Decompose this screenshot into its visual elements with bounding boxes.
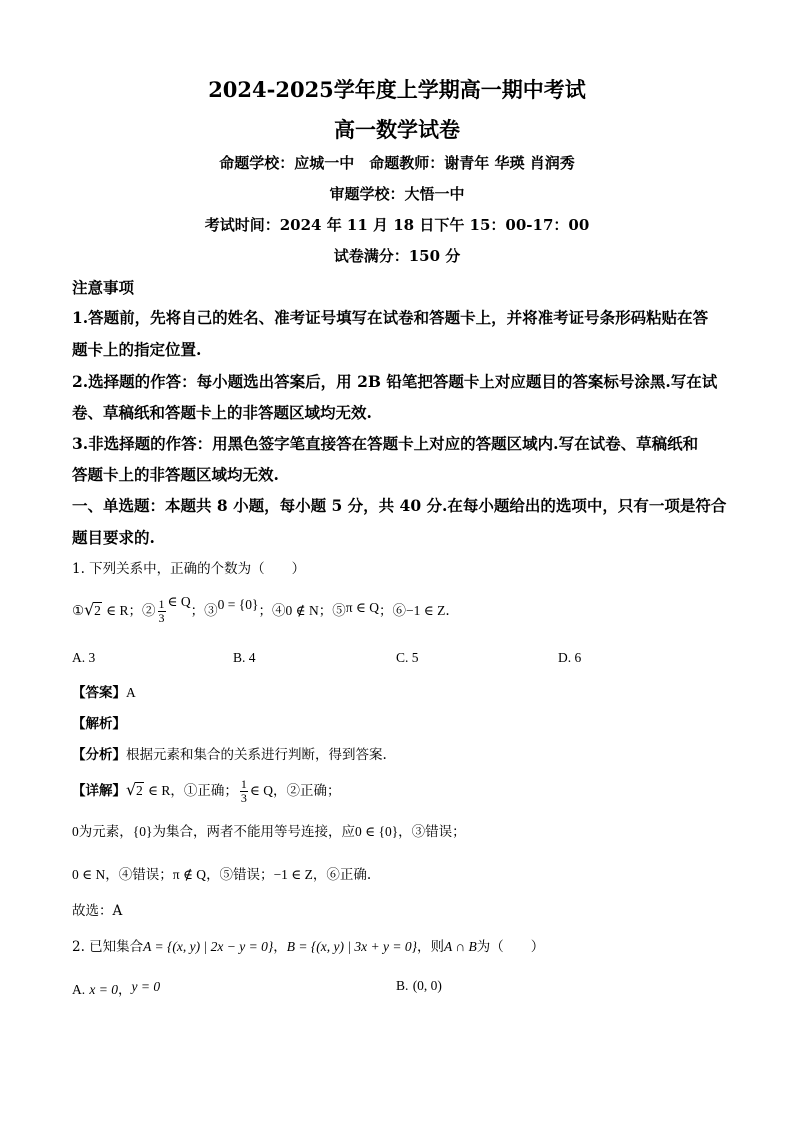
sqrt-two-detail: √ 2 — [126, 780, 143, 799]
q1-sep5: ；⑥ — [379, 603, 407, 619]
notice-item1-line1: 1.答题前，先将自己的姓名、准考证号填写在试卷和答题卡上，并将准考证号条形码粘贴在答 — [72, 308, 709, 327]
d1-a: ，①正确； — [170, 783, 238, 799]
q2-opt-b-expr: (0, 0) — [412, 978, 442, 993]
proposer-info: 命题学校：应城一中 命题教师：谢青年 华瑛 肖润秀 — [219, 154, 575, 172]
analysis-tag: 【解析】 — [72, 716, 126, 732]
section1-line2: 题目要求的. — [72, 528, 155, 547]
fenxi-tag: 【分析】 — [72, 747, 126, 763]
q1-detail-line1 — [72, 778, 341, 805]
q2-opt-a-expr1: x = 0 — [89, 982, 119, 997]
q2-opt-a-label: A. — [72, 982, 86, 997]
q2-opt-a-sep: ， — [118, 982, 132, 998]
sqrt-radicand-detail: 2 — [136, 783, 143, 798]
fraction-numerator-detail: 1 — [240, 777, 247, 791]
q2-option-a — [72, 978, 160, 998]
q1-end: . — [445, 603, 450, 619]
q1-c1-expr: ∈ R — [106, 603, 129, 618]
q2-opt-a-expr2: y = 0 — [131, 979, 161, 994]
q1-sep1: ；② — [128, 603, 156, 619]
q2-opt-b-label: B. — [396, 978, 409, 993]
notice-item1-line2: 题卡上的指定位置. — [72, 340, 202, 359]
q2-stem — [72, 935, 544, 955]
d2-set: {0} — [132, 824, 153, 839]
q1-option-a: A. 3 — [72, 650, 96, 665]
fraction-numerator: 1 — [158, 597, 165, 611]
notice-item3-line1: 3.非选择题的作答：用黑色签字笔直接答在答题卡上对应的答题区域内.写在试卷、草稿纸和 — [72, 434, 699, 453]
q2-stem-d: 为（ ） — [476, 939, 545, 955]
d2-c: 为集合，两者不能用等号连接，应 — [152, 824, 355, 840]
fraction-one-third — [158, 598, 166, 625]
q1-sep2: ；③ — [190, 603, 218, 619]
q2-intersection: A ∩ B — [444, 939, 477, 954]
exam-time: 考试时间：2024 年 11 月 18 日下午 15：00-17：00 — [204, 216, 590, 234]
section1-line1: 一、单选题：本题共 8 小题，每小题 5 分，共 40 分.在每小题给出的选项中，只有一项是符合 — [72, 496, 727, 515]
notice-heading: 注意事项 — [72, 278, 135, 297]
q1-c5-expr: π ∈ Q — [345, 600, 380, 615]
d1-b: ，②正确； — [273, 783, 341, 799]
q1-detail-line3 — [72, 863, 371, 883]
q2-set-b: B = {(x, y) | 3x + y = 0} — [286, 939, 418, 954]
q1-sep4: ；⑤ — [318, 603, 346, 619]
q1-c6-expr: −1 ∈ Z — [406, 603, 446, 618]
notice-item2-line1: 2.选择题的作答：每小题选出答案后，用 2B 铅笔把答题卡上对应题目的答案标号涂黑.写在试 — [72, 372, 718, 391]
fenxi-text: 根据元素和集合的关系进行判断，得到答案. — [126, 747, 387, 763]
exam-subtitle: 高一数学试卷 — [334, 117, 460, 142]
exam-title: 2024-2025学年度上学期高一期中考试 — [208, 77, 586, 102]
d3-expr1: 0 ∈ N — [72, 867, 106, 882]
sqrt-two: √ 2 — [84, 600, 101, 619]
q1-option-c: C. 5 — [396, 650, 419, 665]
fraction-denominator: 3 — [158, 611, 165, 625]
d3-expr3: −1 ∈ Z — [273, 867, 313, 882]
q2-stem-c: ，则 — [417, 939, 445, 955]
q1-choices — [72, 594, 450, 625]
d3-expr2: π ∉ Q — [172, 867, 207, 882]
q1-c1-label: ① — [72, 603, 85, 619]
fraction-denominator-detail: 3 — [240, 791, 247, 805]
notice-item2-line2: 卷、草稿纸和答题卡上的非答题区域均无效. — [72, 403, 372, 422]
reviewer-info: 审题学校：大悟一中 — [329, 185, 465, 203]
d2-a: 0 — [72, 824, 79, 839]
sqrt-radicand: 2 — [94, 603, 101, 618]
q1-c2-expr: ∈ Q — [167, 594, 191, 609]
answer-value: A — [126, 685, 136, 700]
q1-c4-expr: 0 ∉ N — [285, 603, 319, 618]
d3-a: ，④错误； — [105, 867, 173, 883]
notice-item3-line2: 答题卡上的非答题区域均无效. — [72, 465, 279, 484]
exam-score: 试卷满分：150 分 — [333, 247, 461, 265]
answer-tag: 【答案】 — [72, 685, 126, 701]
q1-option-b: B. 4 — [233, 650, 256, 665]
q1-c3-expr: 0 = {0} — [217, 597, 259, 612]
q1-stem: 1. 下列关系中，正确的个数为（ ） — [72, 561, 306, 577]
q1-fenxi — [72, 743, 387, 763]
d1-expr: ∈ R — [148, 783, 171, 798]
d2-expr: 0 ∈ {0} — [354, 824, 399, 839]
detail-tag: 【详解】 — [72, 783, 126, 799]
d3-c: ，⑥正确. — [312, 867, 372, 883]
q1-conclusion: 故选：A — [72, 903, 123, 919]
d3-b: ，⑤错误； — [206, 867, 274, 883]
q2-option-b — [396, 978, 442, 994]
d2-d: ，③错误； — [398, 824, 466, 840]
q1-answer — [72, 681, 136, 701]
q2-stem-b: ， — [273, 939, 287, 955]
d1-expr2: ∈ Q — [249, 783, 274, 798]
fraction-one-third-detail — [240, 778, 248, 805]
d2-b: 为元素， — [78, 824, 133, 840]
q1-option-d: D. 6 — [558, 650, 582, 665]
q1-detail-line2 — [72, 820, 466, 840]
q2-set-a: A = {(x, y) | 2x − y = 0} — [143, 939, 274, 954]
q1-sep3: ；④ — [258, 603, 286, 619]
q2-stem-a: 2. 已知集合 — [72, 939, 144, 955]
